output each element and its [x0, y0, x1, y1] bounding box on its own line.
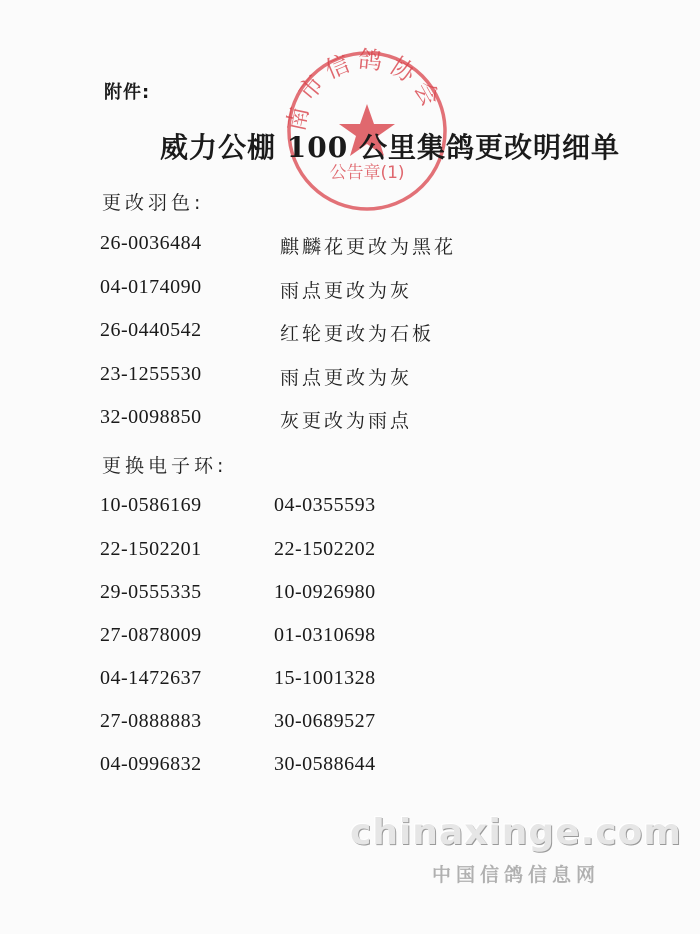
old-ring-number: 27-0888883	[100, 710, 202, 732]
old-ring-number: 10-0586169	[100, 494, 202, 516]
ring-number: 26-0440542	[100, 319, 202, 341]
old-ring-number: 29-0555335	[100, 581, 202, 603]
seal-sub-text: 公告章(1)	[329, 163, 405, 183]
ring-swap-row	[0, 753, 700, 783]
color-change-text: 雨点更改为灰	[280, 280, 413, 302]
old-ring-number: 22-1502201	[100, 538, 202, 560]
seal-arc-text: 南市信鸽协会	[282, 46, 448, 134]
old-ring-number: 04-1472637	[100, 667, 202, 689]
new-ring-number: 30-0588644	[274, 753, 376, 775]
color-change-text: 灰更改为雨点	[280, 410, 413, 432]
ring-number: 23-1255530	[100, 363, 202, 385]
color-change-row	[0, 276, 700, 306]
color-change-text: 雨点更改为灰	[280, 367, 413, 389]
color-change-row	[0, 363, 700, 393]
attachment-label: 附件:	[104, 82, 151, 103]
old-ring-number: 27-0878009	[100, 624, 202, 646]
ring-swap-row	[0, 624, 700, 654]
ring-number: 04-0174090	[100, 276, 202, 298]
ring-number: 26-0036484	[100, 232, 202, 254]
old-ring-number: 04-0996832	[100, 753, 202, 775]
new-ring-number: 01-0310698	[274, 624, 376, 646]
color-change-row	[0, 232, 700, 262]
watermark-name: 中国信鸽信息网	[432, 864, 601, 886]
watermark-site: chinaxinge.com	[350, 812, 682, 853]
ring-swap-section-label: 更换电子环:	[102, 455, 228, 477]
new-ring-number: 04-0355593	[274, 494, 376, 516]
ring-swap-row	[0, 710, 700, 740]
color-change-row	[0, 319, 700, 349]
new-ring-number: 10-0926980	[274, 581, 376, 603]
color-change-row	[0, 406, 700, 436]
ring-swap-row	[0, 538, 700, 568]
ring-swap-row	[0, 494, 700, 524]
color-change-text: 麒麟花更改为黑花	[280, 236, 457, 258]
new-ring-number: 22-1502202	[274, 538, 376, 560]
ring-swap-row	[0, 667, 700, 697]
color-change-text: 红轮更改为石板	[280, 323, 435, 345]
ring-number: 32-0098850	[100, 406, 202, 428]
new-ring-number: 15-1001328	[274, 667, 376, 689]
new-ring-number: 30-0689527	[274, 710, 376, 732]
ring-swap-row	[0, 581, 700, 611]
document-title: 威力公棚 100 公里集鸽更改明细单	[160, 131, 620, 164]
color-change-section-label: 更改羽色:	[102, 192, 205, 214]
